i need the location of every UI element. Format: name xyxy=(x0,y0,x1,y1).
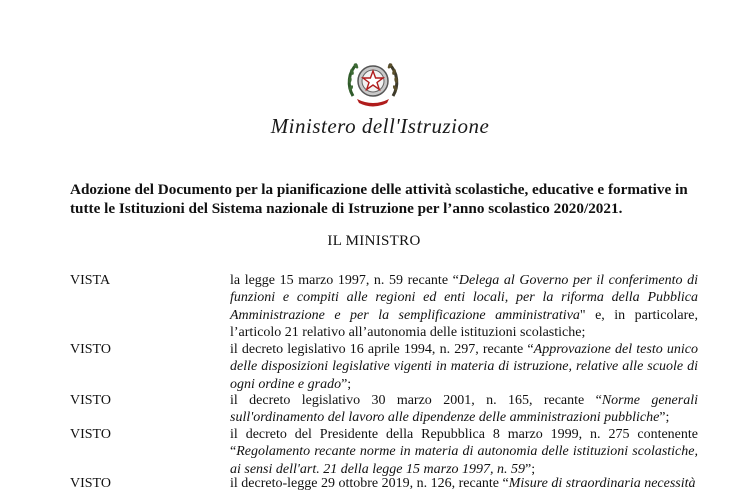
recital-item xyxy=(70,426,698,478)
recital-item xyxy=(70,475,698,492)
recital-keyword: VISTO xyxy=(70,427,111,442)
italian-republic-emblem-icon xyxy=(343,52,403,112)
recital-keyword: VISTO xyxy=(70,476,111,491)
recital-keyword: VISTO xyxy=(70,393,111,408)
recital-text: il decreto legislativo 30 marzo 2001, n. 165, recante “Norme generali sull'ordinamento del lavoro alle dipendenze delle amministrazioni pubbliche”; xyxy=(230,393,698,426)
ministry-name: Ministero dell'Istruzione xyxy=(270,114,490,138)
recital-item xyxy=(70,392,698,427)
document-subtitle: IL MINISTRO xyxy=(327,233,421,249)
recital-text: la legge 15 marzo 1997, n. 59 recante “Delega al Governo per il conferimento di funzioni e compiti alle regioni ed enti locali, per la riforma della Pubblica Amministrazione e per la semplificazione amministrativa" e, in particolare, l’articolo 21 relativo all’autonomia delle istituzioni scolastiche; xyxy=(230,273,698,341)
recital-text: il decreto del Presidente della Repubblica 8 marzo 1999, n. 275 contenente “Regolamento recante norme in materia di autonomia delle istituzioni scolastiche, ai sensi dell'art. 21 della legge 15 marzo 1997, n. 59”; xyxy=(230,427,698,477)
recital-text: il decreto-legge 29 ottobre 2019, n. 126, recante “Misure di straordinaria necessità xyxy=(230,476,696,491)
recital-item xyxy=(70,272,698,342)
recital-keyword: VISTA xyxy=(70,273,111,288)
recital-item xyxy=(70,341,698,393)
recital-keyword: VISTO xyxy=(70,342,111,357)
recital-text: il decreto legislativo 16 aprile 1994, n. 297, recante “Approvazione del testo unico delle disposizioni legislative vigenti in materia di istruzione, relative alle scuole di ogni ordine e grado”; xyxy=(230,342,698,392)
document-title: Adozione del Documento per la pianificazione delle attività scolastiche, educative e formative in tutte le Istituzioni del Sistema nazionale di Istruzione per l’anno scolastico 2020/2021. xyxy=(70,181,688,217)
